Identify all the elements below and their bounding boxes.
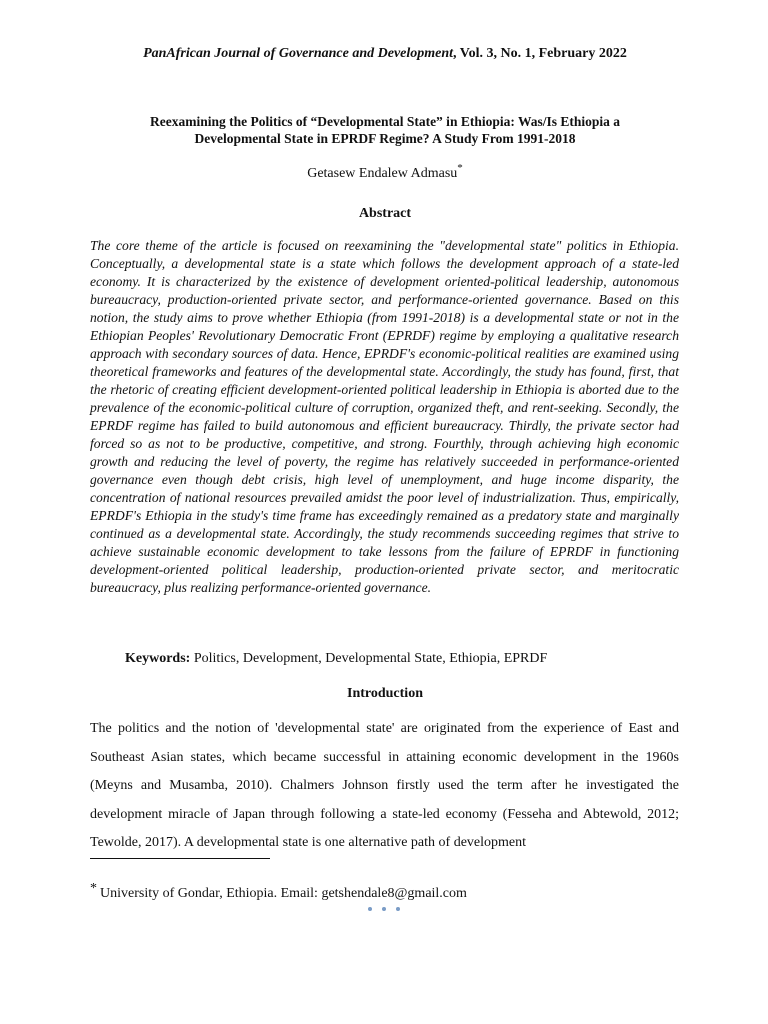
keywords-line [125,649,680,669]
keywords-values: Politics, Development, Developmental State, Ethiopia, EPRDF [190,651,548,666]
journal-header [90,44,680,64]
author-name: Getasew Endalew Admasu [307,166,458,181]
issue-info: , Vol. 3, No. 1, February 2022 [453,46,627,61]
article-title [120,113,650,147]
author-footnote-mark: * [457,162,463,174]
abstract-heading: Abstract [358,206,412,221]
introduction-text: The politics and the notion of 'developmental state' are originated from the experience of East and Southeast Asian states, which became successful in attaining economic development in the 1960s (Meyns and Musamba, 2010). Chalmers Johnson firstly used the term after he investigated the development miracle of Japan through following a state-led economy (Fesseha and Abtewold, 2012; Tewolde, 2017). A developmental state is one alternative path of development [90,721,679,850]
more-pages-icon[interactable] [368,904,400,914]
dot-icon [368,907,372,911]
dot-icon [396,907,400,911]
journal-name: PanAfrican Journal of Governance and Development [143,46,454,61]
article-title-line-1: Reexamining the Politics of “Developmental State” in Ethiopia: Was/Is Ethiopia a [149,114,620,129]
dot-icon [382,907,386,911]
keywords-label: Keywords: [125,651,191,666]
footnote-divider [90,858,270,859]
footnote [90,881,680,904]
footnote-mark: * [90,881,97,896]
introduction-heading: Introduction [347,686,423,701]
article-title-line-2: Developmental State in EPRDF Regime? A Study From 1991-2018 [194,131,576,146]
abstract-text: The core theme of the article is focused on reexamining the "developmental state" politics in Ethiopia. Conceptually, a developmental state is a state which follows the development approach of a state-led economy. It is characterized by the existence of development oriented-political leadership, autonomous bureaucracy, production-oriented private sector, and performance-oriented governance. Based on this notion, the study aims to prove whether Ethiopia (from 1991-2018) is a developmental state or not in the Ethiopian Peoples' Revolutionary Democratic Front (EPRDF) regime by employing a qualitative research approach with secondary sources of data. Hence, EPRDF's economic-political realities are examined using theoretical frameworks and features of the developmental state. Accordingly, the study has found, first, that the rhetoric of creating efficient development-oriented political leadership in Ethiopia is aborted due to the prevalence of the economic-political culture of corruption, organized theft, and rent-seeking. Secondly, the EPRDF regime has failed to build autonomous and efficient bureaucracy. Thirdly, the private sector had forced so as not to be productive, competitive, and strong. Fourthly, through achieving high economic growth and reducing the level of poverty, the regime has relatively succeeded in performance-oriented governance even though debt crisis, high level of unemployment, and huge income disparity, the concentration of national resources prevailed amidst the poor level of industrialization. Thus, empirically, EPRDF's Ethiopia in the study's time frame has exceedingly remained as a predatory state and marginally continued as a developmental state. Accordingly, the study recommends succeeding regimes that strive to achieve sustainable economic development to take lessons from the failure of EPRDF in functioning development-oriented political leadership, production-oriented private sector, and meritocratic bureaucracy, plus realizing performance-oriented governance. [90,238,679,595]
author-line [90,164,680,184]
footnote-text: University of Gondar, Ethiopia. Email: getshendale8@gmail.com [100,886,467,901]
